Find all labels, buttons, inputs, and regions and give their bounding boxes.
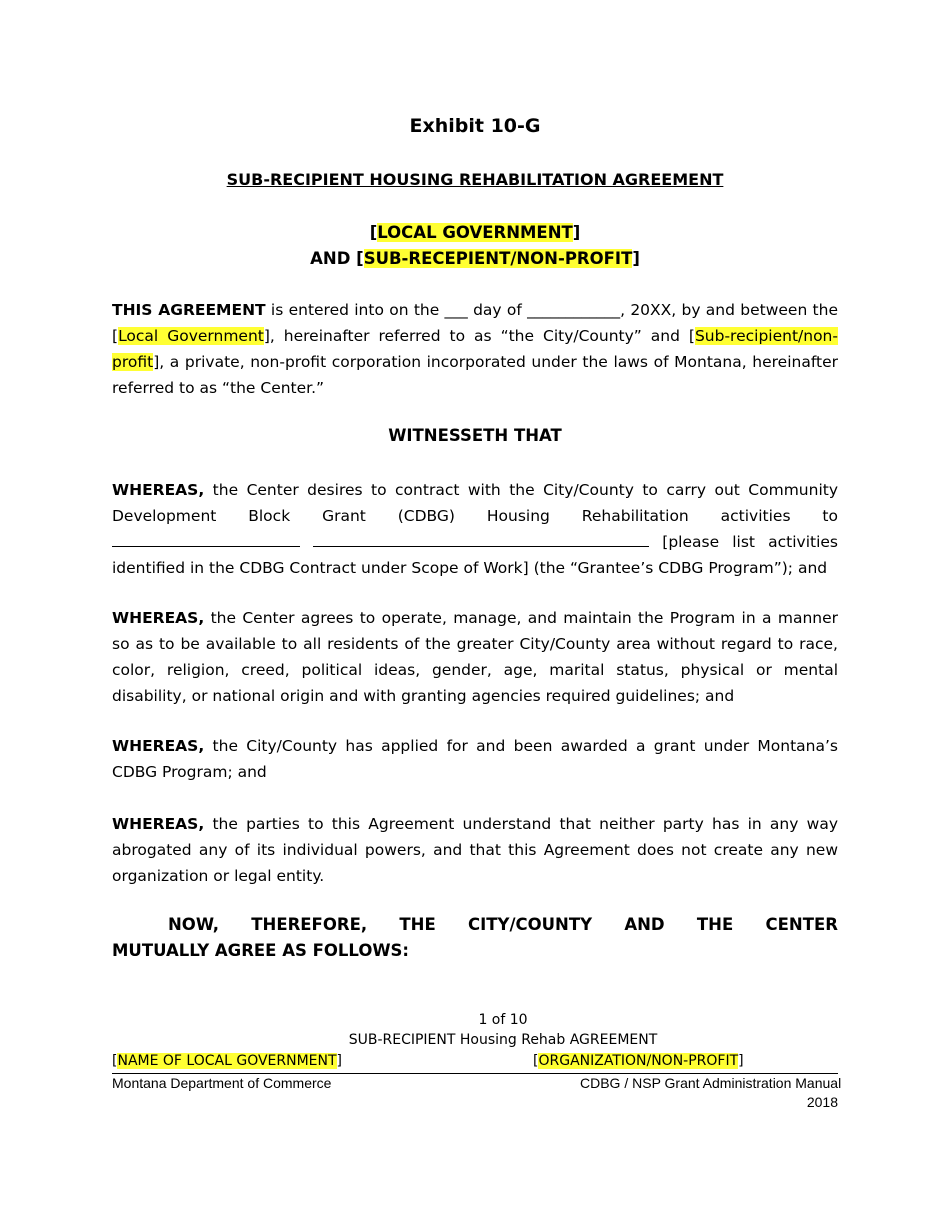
- now-therefore-line-1: [112, 912, 838, 938]
- agreement-text-3: ], a private, non-profit corporation incorporated under the laws of Montana, hereinafter referred to as “the Center.”: [112, 353, 838, 397]
- whereas-4-text: the parties to this Agreement understand that neither party has in any way abrogated any of its individual powers, and that this Agreement does not create any new organization or legal entity.: [112, 815, 838, 885]
- page-number: 1 of 10: [478, 1012, 528, 1028]
- whereas-lead: WHEREAS,: [112, 737, 205, 755]
- footer-organization-name: [ORGANIZATION/NON-PROFIT]: [533, 1053, 744, 1069]
- whereas-1-text-b: [please list activities identified in the CDBG Contract under Scope of Work] (the “Grantee’s CDBG Program”); and: [112, 533, 839, 577]
- footer-manual-title: CDBG / NSP Grant Administration Manual: [580, 1075, 842, 1091]
- footer-divider: [112, 1073, 838, 1074]
- local-government-field: Local Government: [118, 327, 264, 345]
- activities-blank-2: [313, 530, 649, 547]
- now-therefore-line-2: MUTUALLY AGREE AS FOLLOWS:: [112, 941, 410, 960]
- whereas-1-text-a: the Center desires to contract with the City/County to carry out Community Development Block Grant (CDBG) Housing Rehabilitation activities to: [112, 481, 838, 525]
- witnesseth-heading: WITNESSETH THAT: [388, 426, 562, 445]
- now-therefore-clause: [112, 912, 838, 964]
- parties-line-1: [LOCAL GOVERNMENT]: [369, 223, 581, 242]
- local-government-placeholder: LOCAL GOVERNMENT: [377, 223, 573, 242]
- whereas-lead: WHEREAS,: [112, 815, 205, 833]
- subrecipient-field: Sub-recipient/non-profit: [112, 327, 838, 371]
- footer-department: Montana Department of Commerce: [112, 1075, 332, 1091]
- whereas-lead: WHEREAS,: [112, 609, 205, 627]
- now-word: AND: [624, 915, 665, 934]
- whereas-2-text: the Center agrees to operate, manage, and maintain the Program in a manner so as to be available to all residents of the greater City/County area without regard to race, color, religion, creed, political ideas, gender, age, marital status, physical or mental disability, or national origin and with granting agencies required guidelines; and: [112, 609, 838, 705]
- now-word: NOW,: [168, 915, 219, 934]
- now-word: THE: [696, 915, 734, 934]
- agreement-lead: THIS AGREEMENT: [112, 301, 266, 319]
- whereas-3-text: the City/County has applied for and been awarded a grant under Montana’s CDBG Program; and: [112, 737, 838, 781]
- footer-government-placeholder: NAME OF LOCAL GOVERNMENT: [117, 1053, 337, 1069]
- whereas-lead: WHEREAS,: [112, 481, 205, 499]
- exhibit-label: Exhibit 10-G: [409, 115, 541, 137]
- footer-year: 2018: [806, 1094, 838, 1110]
- parties-and: AND: [310, 249, 351, 268]
- footer-document-title: SUB-RECIPIENT Housing Rehab AGREEMENT: [348, 1032, 658, 1048]
- footer-government-name: [NAME OF LOCAL GOVERNMENT]: [112, 1053, 343, 1069]
- whereas-paragraph-2: [112, 605, 838, 709]
- now-word: CENTER: [765, 915, 838, 934]
- footer-organization-placeholder: ORGANIZATION/NON-PROFIT: [538, 1053, 739, 1069]
- agreement-title-text: SUB-RECIPIENT HOUSING REHABILITATION AGREEMENT: [226, 170, 724, 189]
- whereas-paragraph-4: [112, 811, 838, 889]
- now-word: THE: [399, 915, 436, 934]
- agreement-title: [0, 170, 950, 189]
- now-word: THEREFORE,: [251, 915, 368, 934]
- agreement-intro-paragraph: [112, 297, 838, 401]
- subrecipient-placeholder: SUB-RECEPIENT/NON-PROFIT: [363, 249, 633, 268]
- agreement-text-1: is entered into on the ___ day of ____________, 20XX, by and between the [: [112, 301, 838, 345]
- now-word: CITY/COUNTY: [468, 915, 593, 934]
- whereas-paragraph-1: [112, 477, 838, 581]
- activities-blank-1: [112, 530, 300, 547]
- agreement-text-2: ], hereinafter referred to as “the City/County” and [: [263, 327, 695, 345]
- parties-heading: [0, 220, 950, 272]
- parties-line-2: AND [SUB-RECEPIENT/NON-PROFIT]: [310, 249, 640, 268]
- whereas-paragraph-3: [112, 733, 838, 785]
